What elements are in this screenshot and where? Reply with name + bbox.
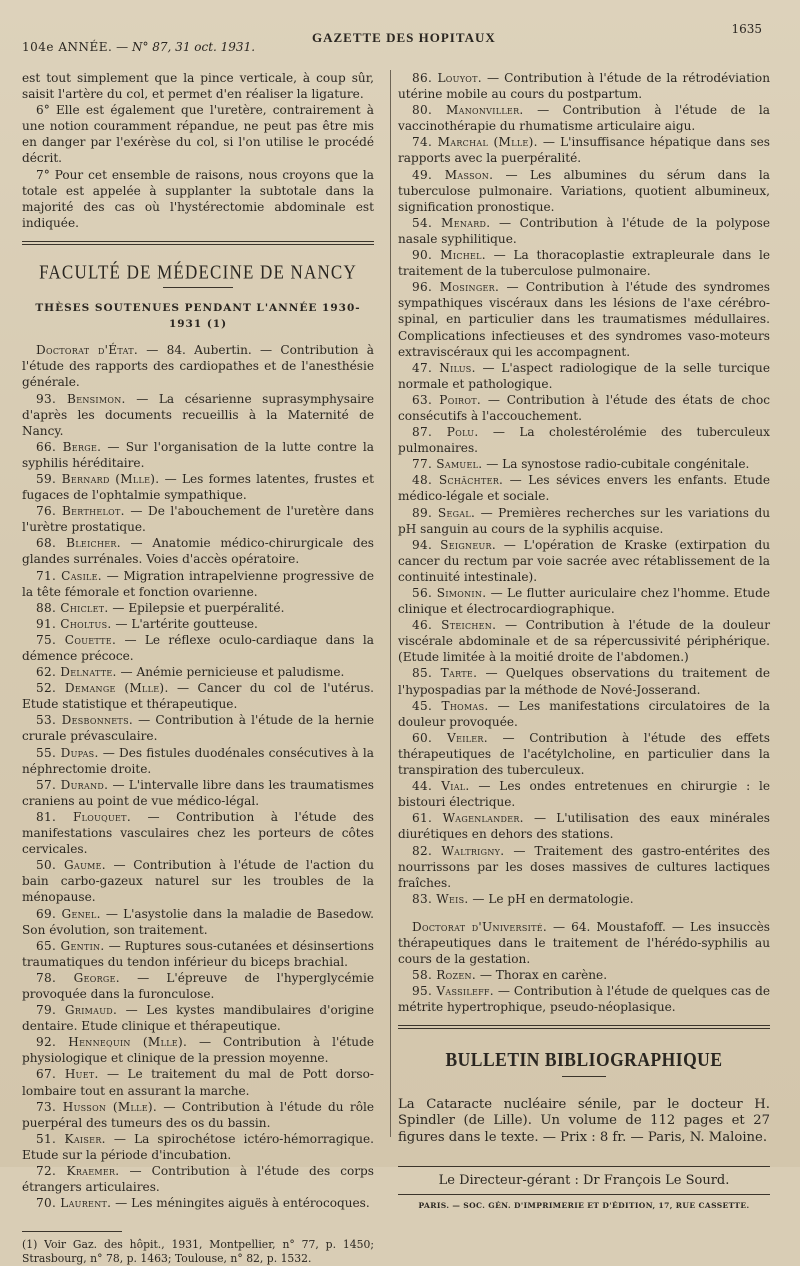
thesis-title: — Migration intrapelvienne progressive de la tête fémorale et fonction ovarienne. (22, 568, 374, 599)
thesis-entry (398, 919, 770, 967)
thesis-entry (398, 505, 770, 537)
thesis-title: — Les méningites aiguës à entérocoques. (111, 1196, 370, 1211)
thesis-author: 61. Wagenlander. (412, 811, 524, 826)
thesis-entry (22, 632, 374, 664)
thesis-title: — Cancer du col de l'utérus. Etude statistique et thérapeutique. (22, 681, 374, 712)
column-divider (390, 70, 391, 1137)
thesis-author: 45. Thomas. (412, 698, 489, 713)
issue-label: 104e ANNÉE. (22, 40, 113, 54)
thesis-entry (398, 70, 770, 102)
thesis-title: — Le réflexe oculo-cardiaque dans la démence précoce. (22, 632, 374, 663)
thesis-title: — Contribution à l'étude des syndromes sympathiques viscéraux dans les lésions de l'axe cérébro-spinal, en particulier dans les traumatismes médullaires. Complications infectieuses et des syndromes vaso-moteurs extraviscéraux qui les accompagnent. (398, 280, 770, 359)
director-line: Le Directeur-gérant : Dr François Le Sourd. (398, 1166, 770, 1189)
thesis-entry (398, 665, 770, 697)
thesis-entry (398, 424, 770, 456)
thesis-entry (398, 617, 770, 665)
thesis-entry (22, 857, 374, 905)
page-header (22, 22, 762, 62)
thesis-entry (22, 664, 374, 680)
thesis-author: 87. Polu. (412, 425, 479, 440)
thesis-author: 75. Couette. (36, 632, 117, 647)
page-number: 1635 (731, 22, 762, 36)
thesis-author: 67. Huet. (36, 1067, 99, 1082)
section-rule (398, 1025, 770, 1029)
thesis-title: — Les sévices envers les enfants. Etude médico-légale et sociale. (398, 473, 770, 504)
intro-paragraph: 7° Pour cet ensemble de raisons, nous croyons que la totale est appelée à supplanter la subtotale dans la majorité des cas où l'hystérectomie abdominale est indiquée. (22, 167, 374, 230)
thesis-entry (398, 967, 770, 983)
thesis-entry (22, 391, 374, 439)
thesis-title: — Les albumines du sérum dans la tuberculose pulmonaire. Variations, quotient albumineux, signification pronostique. (398, 167, 770, 214)
thesis-author: 77. Samuel. (412, 457, 483, 472)
bulletin-title: BULLETIN BIBLIOGRAPHIQUE (445, 1047, 723, 1071)
thesis-title: — Les formes latentes, frustes et fugaces de l'ophtalmie sympathique. (22, 471, 375, 503)
thesis-entry (398, 891, 770, 907)
thesis-title: — Les kystes mandibulaires d'origine dentaire. Etude clinique et thérapeutique. (22, 1003, 374, 1034)
thesis-entry (22, 906, 374, 938)
thesis-title: — Anémie pernicieuse et paludisme. (116, 665, 345, 680)
thesis-title: — Des fistules duodénales consécutives à la néphrectomie droite. (22, 745, 374, 776)
thesis-entry (22, 1195, 374, 1211)
thesis-entry (22, 616, 374, 632)
thesis-entry (398, 698, 770, 730)
thesis-title: — Ruptures sous-cutanées et désinsertions traumatiques du tendon inférieur du biceps brachial. (22, 938, 374, 969)
thesis-title: — L'épreuve de l'hyperglycémie provoquée dans la furonculose. (22, 970, 374, 1001)
thesis-title: — L'opération de Kraske (extirpation du cancer du rectum par voie sacrée avec rétablissement de la continuité intestinale). (398, 537, 770, 584)
journal-title: GAZETTE DES HOPITAUX (312, 30, 496, 45)
thesis-author: 56. Simonin. (412, 586, 487, 600)
thesis-author: 52. Demange (Mlle). (36, 681, 169, 696)
thesis-entry (398, 247, 770, 279)
thesis-title: — Les ondes entretenues en chirurgie : le bistouri électrique. (398, 779, 770, 810)
thesis-title: — Contribution à l'étude des états de choc consécutifs à l'accouchement. (398, 392, 771, 423)
thesis-author: 44. Vial. (412, 779, 470, 794)
thesis-entry (22, 712, 374, 744)
thesis-entry (22, 568, 374, 600)
thesis-author: 51. Kaiser. (36, 1131, 106, 1146)
thesis-title: — 84. Aubertin. — Contribution à l'étude des rapports des cardiopathes et de l'anesthésie générale. (22, 343, 374, 390)
thesis-title: — Contribution à l'étude de la vaccinothérapie du rhumatisme articulaire aigu. (398, 103, 770, 134)
left-column (22, 70, 374, 1266)
thesis-entry (398, 585, 770, 617)
thesis-entry (22, 1099, 374, 1131)
title-underline (163, 287, 233, 288)
intro-paragraph: est tout simplement que la pince verticale, à coup sûr, saisit l'artère du col, et permet d'en réaliser la ligature. (22, 71, 374, 102)
thesis-entry (22, 1034, 374, 1066)
thesis-entry (22, 600, 374, 616)
thesis-entry (398, 102, 770, 134)
printer-line: PARIS. — SOC. GÉN. D'IMPRIMERIE ET D'ÉDITION, 17, RUE CASSETTE. (398, 1194, 770, 1214)
thesis-author: 73. Husson (Mlle). (36, 1099, 158, 1114)
thesis-author: 60. Veiler. (412, 730, 488, 745)
thesis-title: — Anatomie médico-chirurgicale des glandes surrénales. Voies d'accès opératoire. (22, 536, 374, 567)
thesis-title: — Premières recherches sur les variations du pH sanguin au cours de la syphilis acquise. (398, 505, 771, 536)
thesis-title: — Contribution à l'étude des corps étrangers articulaires. (22, 1164, 374, 1195)
thesis-author: 62. Delnatte. (36, 665, 117, 680)
thesis-title: — Contribution à l'étude des manifestations vasculaires chez les porteurs de côtes cervicales. (22, 809, 374, 857)
thesis-author: 69. Genel. (36, 906, 101, 921)
thesis-author: 80. Manonviller. (412, 103, 524, 118)
thesis-title: — L'intervalle libre dans les traumatismes craniens au point de vue médico-légal. (22, 777, 375, 808)
thesis-author: 96. Mosinger. (412, 280, 500, 295)
thesis-author: 70. Laurent. (36, 1196, 112, 1211)
thesis-title: — Traitement des gastro-entérites des nourrissons par les doses massives de cultures lactiques fraîches. (398, 843, 770, 890)
thesis-entry (398, 215, 770, 247)
thesis-author: 93. Bensimon. (36, 391, 126, 406)
thesis-title: — Contribution à l'étude des effets thérapeutiques de l'acétylcholine, en particulier dans la transpiration des tuberculeux. (398, 730, 770, 778)
thesis-title: — La césarienne suprasymphysaire d'après les documents recueillis à la Maternité de Nancy. (22, 391, 374, 438)
thesis-author: 47. Nilus. (412, 360, 476, 375)
thesis-title: — 64. Moustafoff. — Les insuccès thérapeutiques dans le traitement de l'hérédo-syphilis au cours de la gestation. (398, 919, 771, 967)
thesis-title: — Le traitement du mal de Pott dorso-lombaire tout en assurant la marche. (22, 1067, 375, 1098)
thesis-author: 54. Menard. (412, 215, 491, 230)
thesis-entry (398, 810, 770, 842)
thesis-entry (22, 938, 374, 970)
theses-heading: THÈSES SOUTENUES PENDANT L'ANNÉE 1930-1931 (1) (35, 302, 361, 331)
thesis-entry (398, 730, 770, 778)
thesis-author: Doctorat d'Université. (412, 919, 547, 934)
thesis-entry (22, 439, 374, 471)
thesis-entry (398, 134, 770, 166)
thesis-author: 66. Berge. (36, 439, 102, 454)
thesis-title: — Sur l'organisation de la lutte contre la syphilis héréditaire. (22, 439, 374, 470)
thesis-title: — L'utilisation des eaux minérales diurétiques en dehors des stations. (398, 811, 770, 842)
thesis-title: — La synostose radio-cubitale congénitale. (482, 457, 750, 472)
thesis-title: — Les manifestations circulatoires de la douleur provoquée. (398, 698, 770, 729)
thesis-entry (22, 1163, 374, 1195)
thesis-entry (398, 456, 770, 472)
thesis-title: — Epilepsie et puerpéralité. (108, 600, 285, 615)
thesis-entry (398, 843, 770, 891)
thesis-author: 94. Seigneur. (412, 537, 497, 552)
thesis-title: — Contribution à l'étude de la polypose nasale syphilitique. (398, 215, 770, 246)
thesis-title: — Le flutter auriculaire chez l'homme. Etude clinique et électrocardiographique. (398, 586, 770, 617)
thesis-entry (22, 535, 374, 567)
thesis-title: — La thoracoplastie extrapleurale dans le traitement de la tuberculose pulmonaire. (398, 248, 770, 279)
theses-list-right (398, 70, 770, 907)
thesis-author: 58. Rozen. (412, 968, 476, 983)
thesis-entry (398, 983, 770, 1015)
thesis-author: 83. Weis. (412, 891, 469, 906)
right-column (398, 70, 770, 1214)
spacer (398, 907, 770, 919)
thesis-author: 95. Vassileff. (412, 984, 494, 999)
thesis-entry (22, 471, 374, 503)
section-rule (22, 241, 374, 245)
thesis-entry (22, 503, 374, 535)
thesis-entry (22, 809, 374, 857)
thesis-author: 79. Grimaud. (36, 1003, 118, 1018)
thesis-title: — Contribution à l'étude de la douleur viscérale abdominale et de sa répercussivité périphérique. (Etude limitée à la moitié droite de l'abdomen.) (398, 618, 770, 665)
thesis-entry (398, 279, 770, 359)
thesis-author: Doctorat d'État. (36, 343, 139, 358)
thesis-author: 59. Bernard (Mlle). (36, 471, 160, 486)
thesis-author: 63. Poirot. (412, 392, 481, 407)
thesis-author: 53. Desbonnets. (36, 713, 133, 728)
thesis-author: 74. Marchal (Mlle). (412, 135, 538, 150)
thesis-title: — L'asystolie dans la maladie de Basedow. Son évolution, son traitement. (22, 906, 374, 937)
book-notice: La Cataracte nucléaire sénile, par le docteur H. Spindler (de Lille). Un volume de 112 pages et 27 figures dans le texte. — Prix : 8 fr. — Paris, N. Maloine. (398, 1096, 770, 1145)
thesis-title: — De l'abouchement de l'uretère dans l'urètre prostatique. (22, 504, 374, 535)
university-theses-list (398, 919, 770, 1016)
thesis-entry (22, 1066, 374, 1098)
thesis-author: 90. Michel. (412, 248, 486, 263)
faculty-title: FACULTÉ DE MÉDECINE DE NANCY (39, 261, 357, 284)
thesis-author: 72. Kraemer. (36, 1164, 120, 1178)
thesis-author: 82. Waltrigny. (412, 843, 505, 858)
thesis-author: 88. Chiclet. (36, 600, 109, 615)
issue-info (22, 40, 255, 54)
thesis-author: 68. Bleicher. (36, 536, 121, 551)
footnote-rule (22, 1231, 122, 1232)
thesis-author: 81. Flouquet. (36, 809, 131, 824)
thesis-entry (22, 342, 374, 390)
thesis-entry (22, 745, 374, 777)
thesis-author: 57. Durand. (36, 777, 109, 792)
thesis-author: 86. Louyot. (412, 71, 482, 85)
thesis-entry (22, 1131, 374, 1163)
thesis-author: 76. Berthelot. (36, 504, 125, 519)
thesis-entry (22, 777, 374, 809)
thesis-author: 89. Segal. (412, 505, 476, 520)
theses-list-left (22, 342, 374, 1211)
thesis-entry (398, 392, 770, 424)
thesis-entry (398, 360, 770, 392)
thesis-title: — La cholestérolémie des tuberculeux pulmonaires. (398, 425, 770, 456)
thesis-author: 91. Choltus. (36, 616, 112, 631)
thesis-author: 71. Casile. (36, 568, 102, 583)
thesis-author: 78. George. (36, 970, 120, 985)
thesis-entry (22, 970, 374, 1002)
thesis-author: 55. Dupas. (36, 745, 99, 760)
title-underline (562, 1076, 606, 1077)
thesis-title: — Contribution à l'étude de l'action du bain carbo-gazeux naturel sur les troubles de la ménopause. (22, 858, 374, 905)
thesis-author: 50. Gaume. (36, 858, 106, 873)
thesis-title: — L'insuffisance hépatique dans ses rapports avec la puerpéralité. (398, 135, 771, 166)
thesis-title: — L'aspect radiologique de la selle turcique normale et pathologique. (398, 360, 770, 391)
thesis-entry (22, 1002, 374, 1034)
thesis-entry (398, 537, 770, 585)
thesis-entry (398, 167, 770, 215)
thesis-author: 85. Tarte. (412, 666, 478, 681)
thesis-title: — Contribution à l'étude physiologique et clinique de la pression moyenne. (22, 1035, 374, 1066)
thesis-author: 46. Steichen. (412, 618, 497, 633)
thesis-title: — Contribution à l'étude de quelques cas de métrite hypertrophique, pseudo-néoplasique. (398, 984, 770, 1015)
thesis-title: — Le pH en dermatologie. (468, 891, 634, 906)
thesis-author: 65. Gentin. (36, 938, 105, 953)
thesis-title: — Quelques observations du traitement de l'hypospadias par la méthode de Nové-Josserand. (398, 666, 770, 697)
thesis-entry (398, 778, 770, 810)
thesis-title: — Thorax en carène. (475, 968, 608, 983)
thesis-title: — Contribution à l'étude du rôle puerpéral des tumeurs des os du bassin. (22, 1099, 374, 1130)
footnote: (1) Voir Gaz. des hôpit., 1931, Montpellier, n° 77, p. 1450; Strasbourg, n° 78, p. 1463; Toulouse, n° 82, p. 1532. (22, 1238, 374, 1266)
thesis-entry (398, 472, 770, 504)
thesis-title: — Contribution à l'étude de la hernie crurale prévasculaire. (22, 713, 374, 744)
thesis-author: 92. Hennequin (Mlle). (36, 1035, 188, 1050)
thesis-title: — Contribution à l'étude de la rétrodéviation utérine mobile au cours du postpartum. (398, 71, 771, 102)
issue-number: — N° 87, 31 oct. 1931. (116, 40, 256, 54)
thesis-title: — L'artérite goutteuse. (111, 616, 258, 631)
thesis-entry (22, 680, 374, 712)
thesis-title: — La spirochétose ictéro-hémorragique. Etude sur la période d'incubation. (22, 1131, 375, 1162)
thesis-author: 49. Masson. (412, 167, 494, 182)
intro-paragraph: 6° Elle est également que l'uretère, contrairement à une notion couramment répandue, ne peut pas être mis en danger par l'exérèse du col, si l'on utilise le procédé décrit. (22, 103, 374, 166)
thesis-author: 48. Schächter. (412, 473, 504, 488)
